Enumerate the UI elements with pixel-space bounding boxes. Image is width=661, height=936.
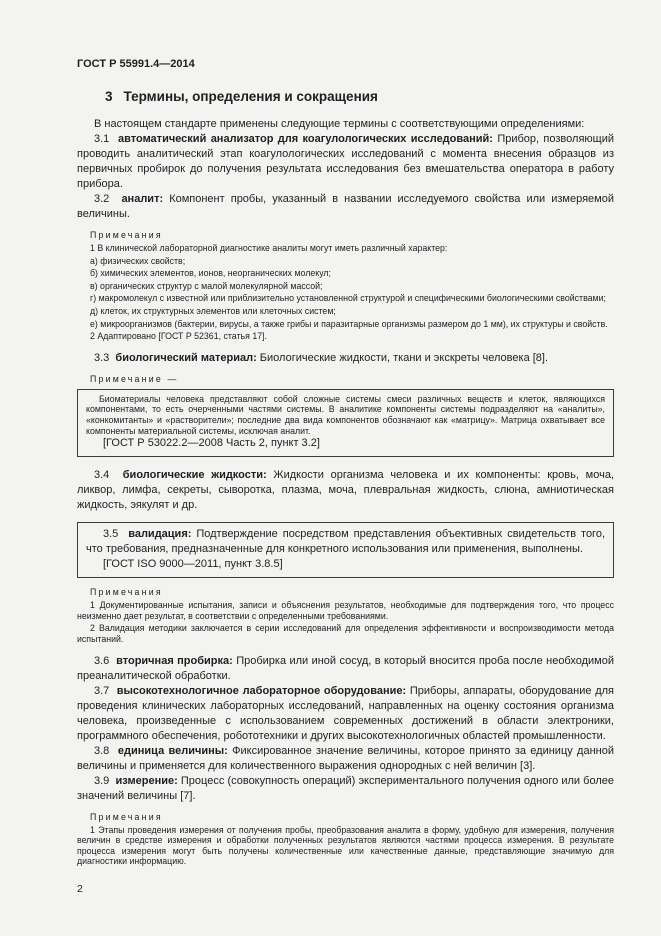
term-definition: 3.3 биологический материал: Биологические жидкости, ткани и экскреты человека [8]. [94, 351, 549, 364]
note-paragraph: 1 Этапы проведения измерения от получения пробы, преобразования аналита в форму, удобную для измерения, получения величин в средстве измерения и обработки полученных результатов являются частями процесса измерения. В результате процесса измерения могут быть получены количественные или качественные данные, представляющие значимую для диагностики информацию. [77, 824, 614, 867]
content-blocks [77, 117, 614, 867]
clause-number: 3.9 [94, 774, 116, 787]
page-number: 2 [77, 882, 83, 895]
note-label: Примечания [90, 811, 163, 822]
section-title-text: Термины, определения и сокращения [123, 89, 378, 104]
term-name: измерение: [115, 774, 178, 787]
note-label: Примечания [90, 587, 163, 598]
note-paragraph: д) клеток, их структурных элементов или клеточных систем; [90, 305, 336, 316]
clause-number: 3.7 [94, 684, 117, 697]
term-name: вторичная пробирка: [116, 654, 233, 667]
term-name: автоматический анализатор для коагулологических исследований: [118, 133, 493, 145]
note-paragraph: а) физических свойств; [90, 255, 186, 266]
term-definition: 3.6 вторичная пробирка: Пробирка или иной сосуд, в который вносится проба после необходимой преаналитической обработки. [77, 654, 615, 682]
section-title [105, 89, 614, 104]
note-label: Примечания [90, 230, 163, 240]
term-name: единица величины: [117, 744, 228, 757]
term-definition: 3.7 высокотехнологичное лабораторное оборудование: Приборы, аппараты, оборудование для проведения клинических лабораторных исследований, направленных на оценку состояния организма человека, произведенные с использованием современных достижений в области электроники, программного обеспечения, робототехники и других высокотехнологичных областей промышленности. [77, 684, 614, 742]
box-paragraph: Биоматериалы человека представляют собой сложные системы смеси различных веществ и клеток, являющихся компонентами, то есть очерченными частями системы. В аналитике компоненты системы подразделяют на «аналиты», «конкомитанты» и «растворители»; последние два вида компонентов обозначают как «матрицу». Матрица охватывает все компоненты материальной системы, исключая аналит. [86, 393, 605, 436]
note-paragraph: 1 В клинической лабораторной диагностике аналиты могут иметь различный характер: [90, 243, 448, 253]
term-definition: 3.1 автоматический анализатор для коагулологических исследований: Прибор, позволяющий проводить аналитический этап коагулологических исследований с момента внесения образцов из первичных пробирок до получения результата исследования без вмешательства оператора в работу прибора. [77, 133, 614, 190]
clause-number: 3.4 [94, 469, 123, 482]
clause-number: 3.3 [94, 351, 116, 364]
note-label: Примечание — [90, 373, 179, 384]
note-paragraph: б) химических элементов, ионов, неорганических молекул; [90, 268, 331, 279]
note-paragraph: 2 Адаптировано [ГОСТ Р 52361, статья 17]. [90, 331, 267, 342]
term-name: аналит: [121, 193, 164, 205]
clause-number: 3.1 [94, 133, 119, 145]
clause-number: 3.8 [94, 744, 118, 757]
section-number: 3 [105, 89, 113, 104]
document-code: ГОСТ Р 55991.4—2014 [77, 58, 195, 70]
term-name: биологические жидкости: [122, 469, 267, 482]
note-paragraph: в) органических структур с малой молекулярной массой; [90, 280, 323, 291]
source-reference: [ГОСТ ISO 9000—2011, пункт 3.8.5] [103, 558, 283, 571]
term-definition: 3.2 аналит: Компонент пробы, указанный в названии исследуемого свойства или измеряемой величины. [77, 193, 614, 220]
term-name: высокотехнологичное лабораторное оборудование: [116, 684, 407, 697]
term-name: биологический материал: [115, 351, 257, 364]
paragraph: В настоящем стандарте применены следующие термины с соответствующими определениями: [94, 118, 585, 130]
term-definition: 3.9 измерение: Процесс (совокупность операций) экспериментального получения одного или более значений величины [7]. [77, 774, 614, 802]
note-paragraph: 1 Документированные испытания, записи и объяснения результатов, необходимые для подтверждения того, что процесс неизменно дает результат, в соответствии с определенными требованиями. [77, 600, 614, 621]
page-content [77, 58, 614, 895]
term-name: валидация: [128, 528, 192, 541]
note-paragraph: е) микроорганизмов (бактерии, вирусы, а также грибы и паразитарные организмы размером до 1 мм), их структуры и свойств. [90, 318, 608, 329]
term-definition: 3.5 валидация: Подтверждение посредством представления объективных свидетельств того, что требования, предназначенные для конкретного использования или применения, выполнены. [86, 528, 605, 556]
note-paragraph: 2 Валидация методики заключается в серии исследований для определения эффективности и воспроизводимости метода испытаний. [77, 623, 614, 644]
note-paragraph: г) макромолекул с известной или приблизительно установленной структурой и специфическими биологическими свойствами; [90, 293, 606, 304]
clause-number: 3.5 [103, 528, 129, 541]
clause-number: 3.2 [94, 193, 122, 205]
definition-box [77, 389, 614, 457]
source-reference: [ГОСТ Р 53022.2—2008 Часть 2, пункт 3.2] [103, 437, 320, 450]
clause-number: 3.6 [94, 654, 117, 667]
term-definition: 3.4 биологические жидкости: Жидкости организма человека и их компоненты: кровь, моча, ликвор, лимфа, секреты, сыворотка, плазма, моча, плевральная жидкость, слюна, амниотическая жидкость, эякулят и др. [77, 469, 615, 512]
term-definition: 3.8 единица величины: Фиксированное значение величины, которое принято за единицу данной величины и применяется для количественного выражения однородных с ней величин [3]. [77, 744, 615, 772]
definition-box [77, 522, 614, 578]
